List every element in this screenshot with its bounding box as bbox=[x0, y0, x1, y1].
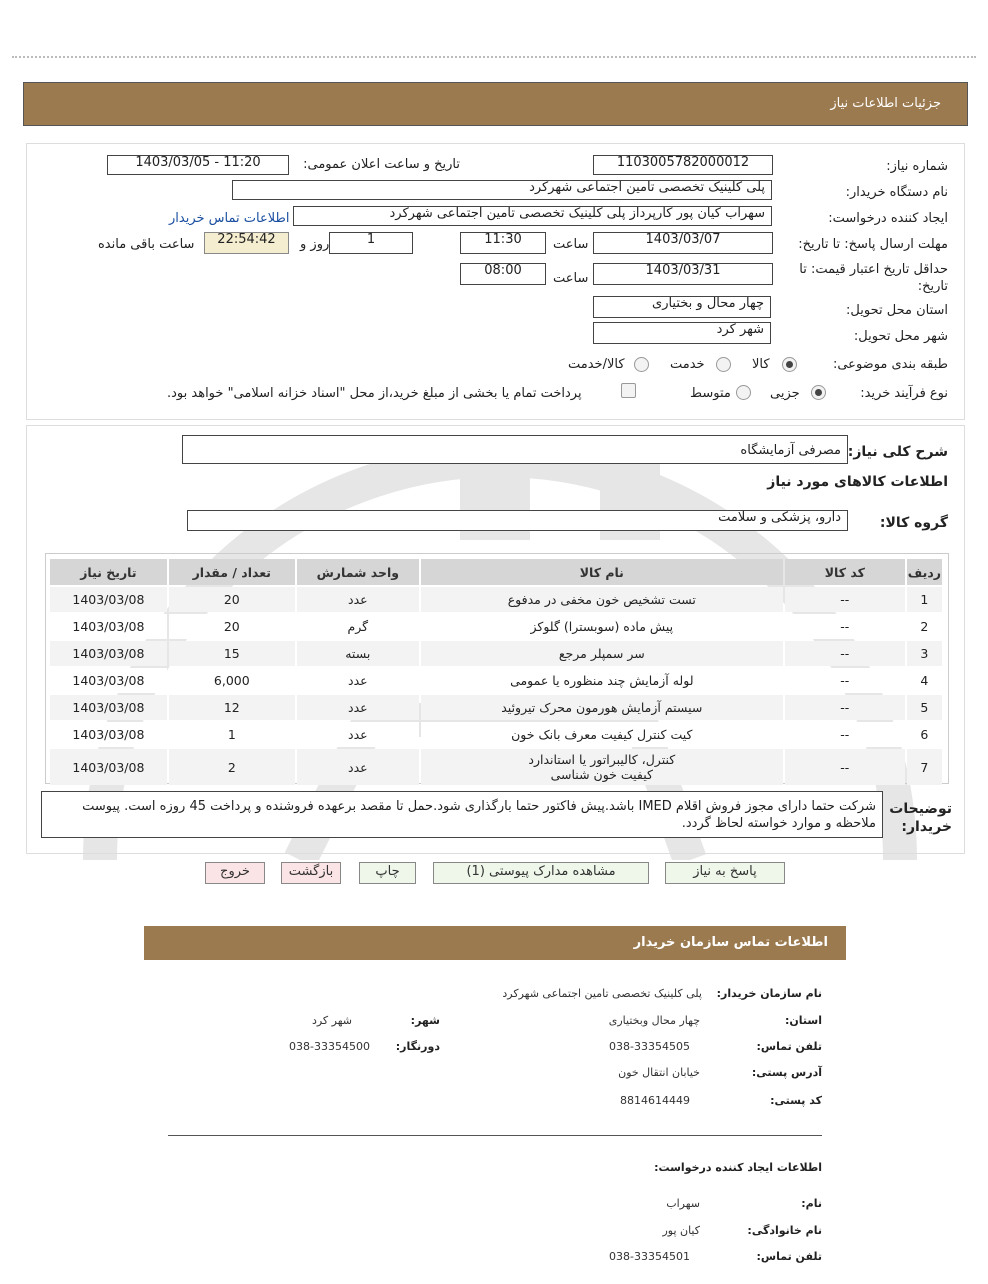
goods-group-label: گروه کالا: bbox=[879, 515, 948, 531]
deadline-time-field: 11:30 bbox=[460, 232, 546, 254]
purchase-minor-label: جزیی bbox=[770, 386, 800, 401]
item-date: 1403/03/08 bbox=[50, 587, 167, 612]
deadline-time-label: ساعت bbox=[553, 237, 589, 252]
need-number-field: 1103005782000012 bbox=[593, 155, 773, 175]
col-qty-header: تعداد / مقدار bbox=[169, 559, 295, 585]
purchase-type-label: نوع فرآیند خرید: bbox=[860, 386, 948, 401]
item-date: 1403/03/08 bbox=[50, 668, 167, 693]
item-date: 1403/03/08 bbox=[50, 722, 167, 747]
col-unit-header: واحد شمارش bbox=[297, 559, 419, 585]
reply-button[interactable]: پاسخ به نیاز bbox=[665, 862, 785, 884]
deadline-date-field: 1403/03/07 bbox=[593, 232, 773, 254]
top-divider bbox=[12, 56, 976, 58]
purchase-medium-radio[interactable] bbox=[736, 385, 751, 400]
creator-name-label: نام: bbox=[801, 1197, 822, 1210]
item-name: پیش ماده (سوبسترا) گلوکز bbox=[421, 614, 783, 639]
days-label: روز و bbox=[300, 237, 330, 252]
announce-datetime-label: تاریخ و ساعت اعلان عمومی: bbox=[303, 157, 460, 172]
col-name-header: نام کالا bbox=[421, 559, 783, 585]
item-qty: 12 bbox=[169, 695, 295, 720]
general-description-label: شرح کلی نیاز: bbox=[847, 444, 948, 460]
purchase-minor-radio[interactable] bbox=[811, 385, 826, 400]
item-code: -- bbox=[785, 722, 905, 747]
validity-time-label: ساعت bbox=[553, 271, 589, 286]
subject-goods-radio[interactable] bbox=[782, 357, 797, 372]
item-code: -- bbox=[785, 614, 905, 639]
remaining-label: ساعت باقی مانده bbox=[98, 237, 195, 252]
page-title: جزئیات اطلاعات نیاز bbox=[830, 96, 941, 111]
row-number: 3 bbox=[907, 641, 942, 666]
table-row bbox=[50, 722, 942, 747]
general-description-field: مصرفی آزمایشگاه bbox=[182, 435, 848, 464]
page-header bbox=[23, 82, 968, 126]
contact-province-label: استان: bbox=[785, 1014, 822, 1027]
item-code: -- bbox=[785, 587, 905, 612]
item-unit: عدد bbox=[297, 695, 419, 720]
item-date: 1403/03/08 bbox=[50, 749, 167, 785]
buyer-org-field: پلی کلینیک تخصصی تامین اجتماعی شهرکرد bbox=[232, 180, 772, 200]
remaining-timer: 22:54:42 bbox=[204, 232, 289, 254]
requester-label: ایجاد کننده درخواست: bbox=[828, 211, 948, 226]
item-name: سر سمپلر مرجع bbox=[421, 641, 783, 666]
contact-city-label: شهر: bbox=[410, 1014, 440, 1027]
validity-time-field: 08:00 bbox=[460, 263, 546, 285]
item-unit: عدد bbox=[297, 749, 419, 785]
requester-field: سهراب کیان پور کارپرداز پلی کلینیک تخصصی تامین اجتماعی شهرکرد bbox=[293, 206, 772, 226]
item-name: تست تشخیص خون مخفی در مدفوع bbox=[421, 587, 783, 612]
table-row bbox=[50, 749, 942, 785]
row-number: 7 bbox=[907, 749, 942, 785]
creator-family-value: کیان پور bbox=[662, 1224, 700, 1237]
item-name: لوله آزمایش چند منظوره یا عمومی bbox=[421, 668, 783, 693]
col-code-header: کد کالا bbox=[785, 559, 905, 585]
item-qty: 6,000 bbox=[169, 668, 295, 693]
table-row bbox=[50, 641, 942, 666]
subject-both-radio[interactable] bbox=[634, 357, 649, 372]
row-number: 4 bbox=[907, 668, 942, 693]
item-unit: عدد bbox=[297, 668, 419, 693]
validity-label: حداقل تاریخ اعتبار قیمت: تا تاریخ: bbox=[799, 262, 948, 294]
subject-service-label: خدمت bbox=[670, 357, 705, 372]
contact-phone-label: تلفن تماس: bbox=[756, 1040, 822, 1053]
item-name: کنترل، کالیبراتور یا استاندارد کیفیت خون شناسی bbox=[421, 749, 783, 785]
item-qty: 1 bbox=[169, 722, 295, 747]
subject-both-label: کالا/خدمت bbox=[568, 357, 625, 372]
contact-address-value: خیابان انتقال خون bbox=[618, 1066, 700, 1079]
attachments-button[interactable]: مشاهده مدارک پیوستی (1) bbox=[433, 862, 649, 884]
item-unit: عدد bbox=[297, 722, 419, 747]
row-number: 1 bbox=[907, 587, 942, 612]
item-unit: بسته bbox=[297, 641, 419, 666]
item-name: سیستم آزمایش هورمون محرک تیروئید bbox=[421, 695, 783, 720]
deadline-label: مهلت ارسال پاسخ: تا تاریخ: bbox=[798, 237, 948, 252]
goods-group-field: دارو، پزشکی و سلامت bbox=[187, 510, 848, 531]
item-code: -- bbox=[785, 641, 905, 666]
print-button[interactable]: چاپ bbox=[359, 862, 416, 884]
table-row bbox=[50, 695, 942, 720]
contact-org-value: پلی کلینیک تخصصی تامین اجتماعی شهرکرد bbox=[502, 987, 702, 1000]
col-row-header: ردیف bbox=[907, 559, 942, 585]
subject-class-label: طبقه بندی موضوعی: bbox=[832, 357, 948, 372]
subject-service-radio[interactable] bbox=[716, 357, 731, 372]
contact-section-title: اطلاعات تماس سازمان خریدار bbox=[633, 935, 828, 950]
item-qty: 20 bbox=[169, 614, 295, 639]
items-table-header bbox=[50, 559, 942, 585]
contact-city-value: شهر کرد bbox=[311, 1014, 352, 1027]
province-field: چهار محال و بختیاری bbox=[593, 296, 771, 318]
city-field: شهر کرد bbox=[593, 322, 771, 344]
row-number: 5 bbox=[907, 695, 942, 720]
buyer-org-label: نام دستگاه خریدار: bbox=[845, 185, 948, 200]
item-name: کیت کنترل کیفیت معرف بانک خون bbox=[421, 722, 783, 747]
treasury-payment-checkbox[interactable] bbox=[621, 383, 636, 398]
item-code: -- bbox=[785, 695, 905, 720]
treasury-payment-note: پرداخت تمام یا بخشی از مبلغ خرید،از محل "اسناد خزانه اسلامی" خواهد بود. bbox=[167, 386, 582, 401]
buyer-notes-field: شرکت حتما دارای مجوز فروش اقلام IMED باشد.پیش فاکتور حتما بارگذاری شود.حمل تا مقصد برعهده فروشنده و پرداخت 45 روزه است. پیوست ملاحظه و موارد خواسته لحاظ گردد. bbox=[41, 791, 883, 838]
contact-fax-label: دورنگار: bbox=[395, 1040, 440, 1053]
contact-info-link[interactable]: اطلاعات تماس خریدار bbox=[169, 211, 290, 226]
need-number-label: شماره نیاز: bbox=[886, 159, 948, 174]
creator-name-value: سهراب bbox=[666, 1197, 700, 1210]
table-row bbox=[50, 614, 942, 639]
contact-divider bbox=[168, 1135, 822, 1136]
deadline-days-field: 1 bbox=[329, 232, 413, 254]
item-unit: گرم bbox=[297, 614, 419, 639]
creator-phone-value: 038-33354501 bbox=[609, 1250, 690, 1263]
contact-address-label: آدرس پستی: bbox=[751, 1066, 822, 1079]
contact-fax-value: 038-33354500 bbox=[289, 1040, 370, 1053]
announce-datetime-field: 1403/03/05 - 11:20 bbox=[107, 155, 289, 175]
subject-goods-label: کالا bbox=[752, 357, 770, 372]
exit-button[interactable]: خروج bbox=[205, 862, 265, 884]
item-unit: عدد bbox=[297, 587, 419, 612]
validity-date-field: 1403/03/31 bbox=[593, 263, 773, 285]
row-number: 2 bbox=[907, 614, 942, 639]
item-date: 1403/03/08 bbox=[50, 641, 167, 666]
contact-province-value: چهار محال وبختیاری bbox=[608, 1014, 700, 1027]
province-label: استان محل تحویل: bbox=[846, 303, 948, 318]
city-label: شهر محل تحویل: bbox=[853, 329, 948, 344]
item-qty: 2 bbox=[169, 749, 295, 785]
purchase-medium-label: متوسط bbox=[690, 386, 731, 401]
items-table bbox=[48, 557, 944, 787]
table-row bbox=[50, 587, 942, 612]
creator-section-title: اطلاعات ایجاد کننده درخواست: bbox=[654, 1161, 822, 1174]
item-code: -- bbox=[785, 749, 905, 785]
contact-phone-value: 038-33354505 bbox=[609, 1040, 690, 1053]
creator-phone-label: تلفن تماس: bbox=[756, 1250, 822, 1263]
contact-postal-label: کد پستی: bbox=[770, 1094, 822, 1107]
contact-postal-value: 8814614449 bbox=[620, 1094, 690, 1107]
goods-info-title: اطلاعات کالاهای مورد نیاز bbox=[767, 474, 948, 490]
item-date: 1403/03/08 bbox=[50, 695, 167, 720]
col-date-header: تاریخ نیاز bbox=[50, 559, 167, 585]
back-button[interactable]: بازگشت bbox=[281, 862, 341, 884]
item-code: -- bbox=[785, 668, 905, 693]
item-qty: 20 bbox=[169, 587, 295, 612]
buyer-notes-label: توضیحات خریدار: bbox=[889, 801, 952, 835]
row-number: 6 bbox=[907, 722, 942, 747]
contact-org-label: نام سازمان خریدار: bbox=[716, 987, 822, 1000]
creator-family-label: نام خانوادگی: bbox=[747, 1224, 822, 1237]
table-row bbox=[50, 668, 942, 693]
item-qty: 15 bbox=[169, 641, 295, 666]
contact-section-header bbox=[144, 926, 846, 960]
item-date: 1403/03/08 bbox=[50, 614, 167, 639]
